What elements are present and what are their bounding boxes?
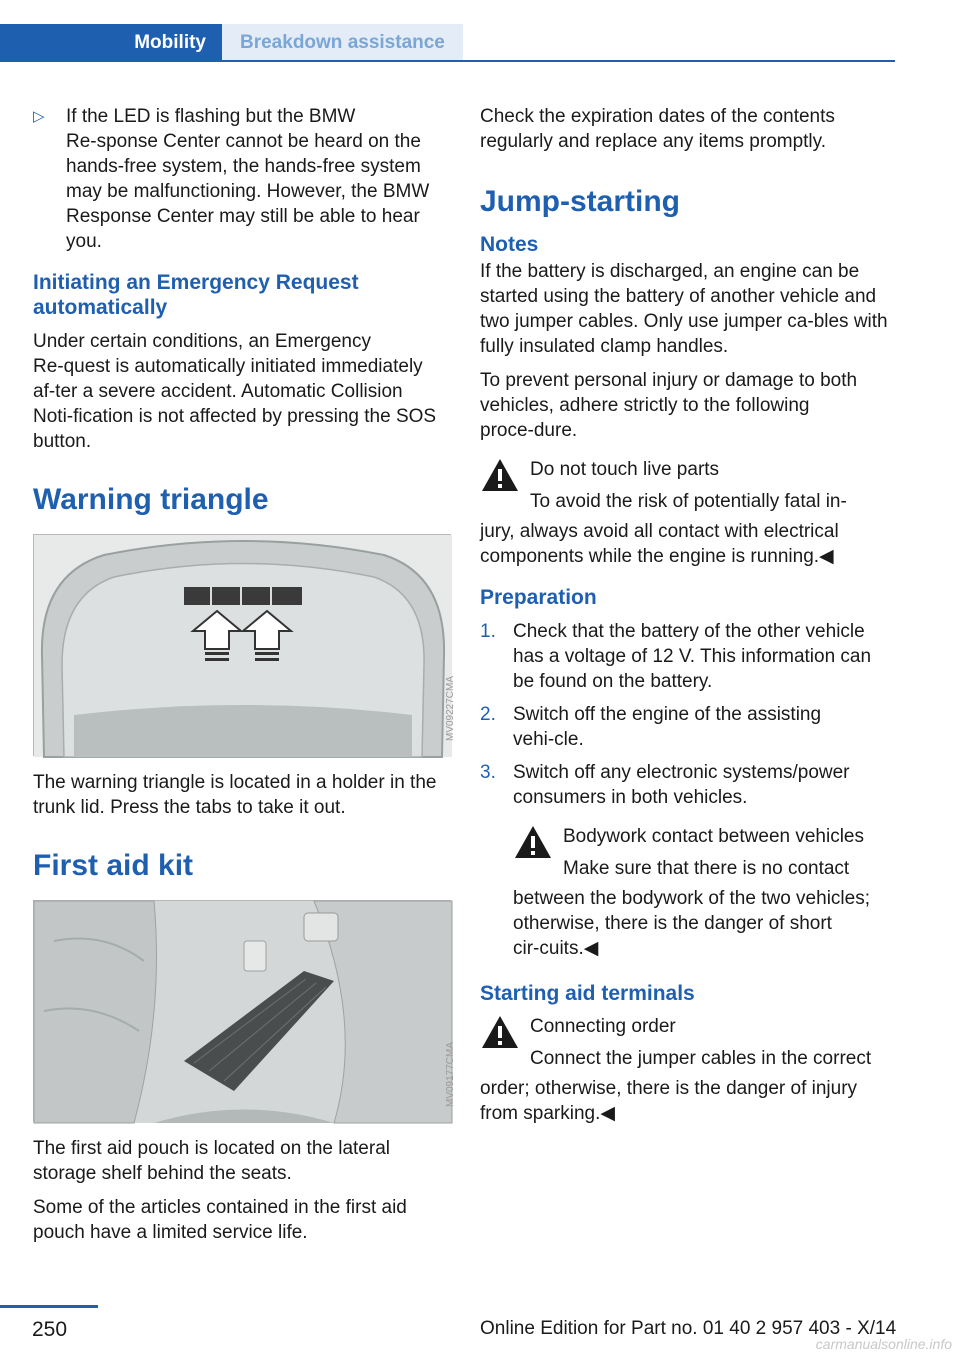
edition-text: Online Edition for Part no. 01 40 2 957 403 - X/14 [480, 1318, 897, 1339]
notes-heading: Notes [480, 233, 539, 256]
warning-line: Make sure that there is no contact [563, 858, 850, 879]
first-aid-text-2: Some of the articles contained in the first aid pouch have a limited service life. [33, 1197, 407, 1243]
step-text: Check that the battery of the other vehicle has a voltage of 12 V. This information can be found on the battery. [513, 621, 872, 692]
starting-aid-terminals-heading: Starting aid terminals [480, 982, 695, 1005]
led-bullet-text: If the LED is flashing but the BMW Re‑sponse Center cannot be heard on the hands‑free system, the hands‑free system may be malfunctioning. However, the BMW Response Center may still be able to hear you. [66, 106, 430, 252]
trunk-lid-illustration [34, 535, 452, 757]
led-bullet [33, 104, 451, 254]
step-number: 2. [480, 704, 496, 725]
trunk-lid-figure [33, 534, 456, 756]
seat-storage-illustration [34, 901, 452, 1123]
warning-body: jury, always avoid all contact with electrical components while the engine is running.◀ [480, 521, 839, 567]
right-column [480, 104, 895, 1136]
notes-text-1: If the battery is discharged, an engine can be started using the battery of another vehicle and two jumper cables. Only use jumper ca‑bles with fully insulated clamp handles. [480, 261, 888, 357]
warning-line: To avoid the risk of potentially fatal in‑ [530, 491, 847, 512]
warning-body: between the bodywork of the two vehicles; otherwise, there is the danger of short cir‑cuits.◀ [513, 888, 870, 959]
step-text: Switch off the engine of the assisting vehi‑cle. [513, 704, 822, 750]
warning-connecting-order [480, 1014, 895, 1126]
section-tab-breakdown-assistance: Breakdown assistance [222, 24, 463, 62]
warning-body: order; otherwise, there is the danger of injury from sparking.◀ [480, 1078, 858, 1124]
preparation-steps [480, 619, 895, 810]
section-tab-mobility: Mobility [0, 24, 222, 62]
list-item [480, 760, 895, 810]
list-item [480, 702, 895, 752]
warning-triangle-icon [513, 824, 553, 860]
warning-title: Do not touch live parts [530, 459, 720, 480]
left-column [33, 104, 456, 1254]
figure-code: MV09227CMA [445, 675, 456, 741]
page-header [0, 24, 895, 62]
first-aid-heading: First aid kit [33, 849, 194, 882]
figure-code: MV09177CMA [445, 1041, 456, 1107]
footer-rule [0, 1305, 98, 1308]
warning-bodywork-contact [513, 824, 895, 961]
auto-emergency-text: Under certain conditions, an Emergency Re‑quest is automatically initiated immediately af‑ter a severe accident. Automatic Collision Noti‑fication is not affected by pressing the SOS button. [33, 331, 437, 452]
header-rule [0, 60, 895, 62]
step-text: Switch off any electronic systems/power consumers in both vehicles. [513, 762, 850, 808]
warning-triangle-text: The warning triangle is located in a holder in the trunk lid. Press the tabs to take it out. [33, 772, 437, 818]
preparation-heading: Preparation [480, 586, 597, 609]
jump-starting-heading: Jump-starting [480, 185, 681, 218]
auto-emergency-heading: Initiating an Emergency Request automatically [33, 271, 359, 319]
notes-text-2: To prevent personal injury or damage to both vehicles, adhere strictly to the following proce‑dure. [480, 370, 858, 441]
list-item [480, 619, 895, 694]
step-number: 3. [480, 762, 496, 783]
triangle-bullet-icon: ▷ [33, 108, 45, 125]
warning-triangle-heading: Warning triangle [33, 483, 269, 516]
warning-title: Bodywork contact between vehicles [563, 826, 864, 847]
page-number: 250 [32, 1318, 68, 1341]
warning-triangle-icon [480, 1014, 520, 1050]
first-aid-text-1: The first aid pouch is located on the lateral storage shelf behind the seats. [33, 1138, 390, 1184]
warning-live-parts [480, 457, 895, 569]
expiration-text: Check the expiration dates of the contents regularly and replace any items promptly. [480, 106, 835, 152]
warning-title: Connecting order [530, 1016, 676, 1037]
first-aid-figure [33, 900, 456, 1122]
warning-triangle-icon [480, 457, 520, 493]
watermark: carmanualsonline.info [815, 1336, 952, 1352]
warning-line: Connect the jumper cables in the correct [530, 1048, 872, 1069]
step-number: 1. [480, 621, 496, 642]
